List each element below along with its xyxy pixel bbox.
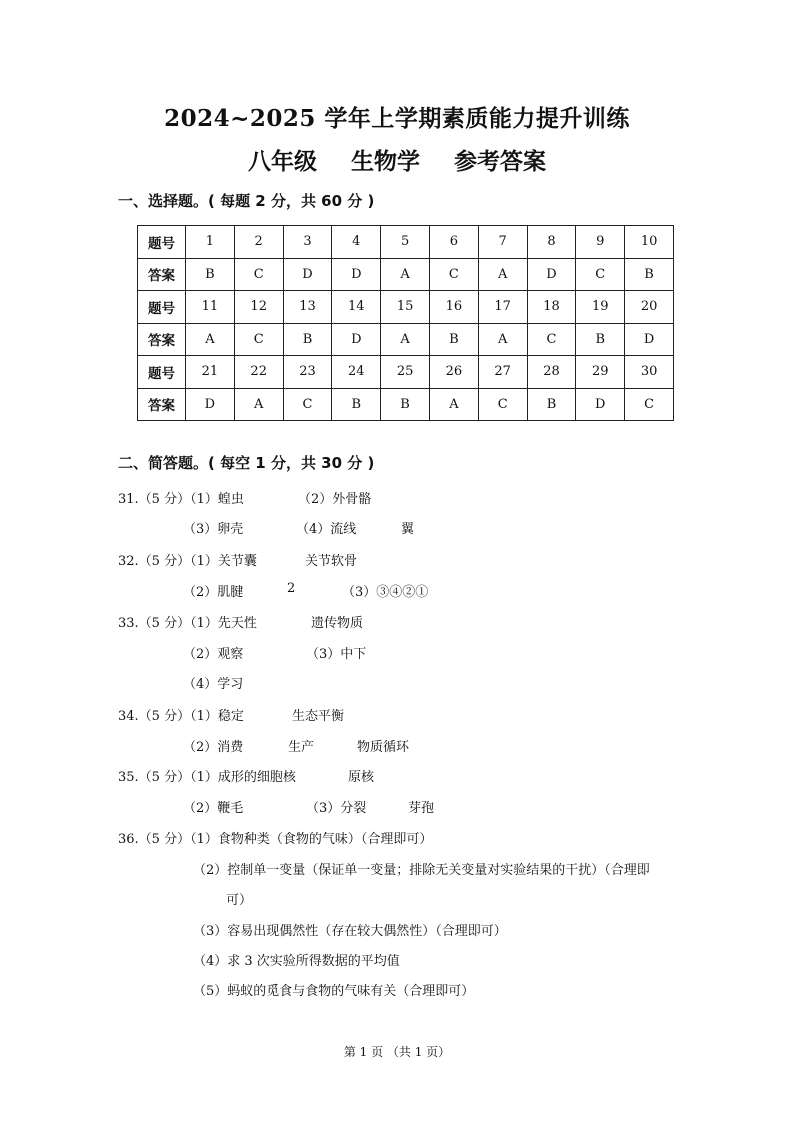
table-row [138,356,674,389]
answer-cell: C [527,323,576,356]
question-number-cell: 1 [186,226,235,259]
question-number-label: 题号 [138,226,186,259]
question-number-cell: 14 [332,291,381,324]
answer-cell: A [234,388,283,421]
q33-answer1: 33.（5 分）（1）先天性 [118,616,257,631]
q33-answer2: 遗传物质 [311,616,364,631]
q32-answer3: （2）肌腱 [183,585,244,600]
question-number-cell: 23 [283,356,332,389]
answer-cell: A [478,323,527,356]
question-number-cell: 2 [234,226,283,259]
answer-cell: D [527,258,576,291]
table-row [138,388,674,421]
table-row [138,291,674,324]
question-number-cell: 16 [429,291,478,324]
question-number-cell: 25 [381,356,430,389]
q32-answer1: 32.（5 分）（1）关节囊 [118,554,257,569]
question-number-cell: 9 [576,226,625,259]
table-row [138,226,674,259]
grade-label: 八年级 [247,148,317,175]
answer-cell: C [234,258,283,291]
q31-answer1: 31.（5 分）（1）蝗虫 [118,492,244,507]
answer-cell: B [381,388,430,421]
q31-answer5: 翼 [401,522,415,537]
answer-cell: C [234,323,283,356]
question-number-cell: 8 [527,226,576,259]
q36-line5: （5）蚂蚁的觅食与食物的气味有关（合理即可） [193,984,475,999]
answer-cell: C [576,258,625,291]
question-number-cell: 21 [186,356,235,389]
answer-table [137,225,674,421]
q33-answer3: （2）观察 [183,647,244,662]
answer-cell: C [625,388,674,421]
question-number-cell: 28 [527,356,576,389]
q35-answer1: 35.（5 分）（1）成形的细胞核 [118,770,296,785]
answer-cell: B [429,323,478,356]
answer-cell: C [478,388,527,421]
question-number-cell: 20 [625,291,674,324]
section1-heading: 一、选择题。( 每题 2 分，共 60 分 ) [118,192,375,210]
answer-cell: A [381,258,430,291]
question-number-cell: 19 [576,291,625,324]
answer-cell: D [625,323,674,356]
question-number-cell: 18 [527,291,576,324]
question-number-cell: 11 [186,291,235,324]
answer-cell: D [332,258,381,291]
question-number-cell: 13 [283,291,332,324]
q34-answer1: 34.（5 分）（1）稳定 [118,709,244,724]
q33-answer4: （3）中下 [306,647,367,662]
question-number-cell: 6 [429,226,478,259]
q31-answer2: （2）外骨骼 [298,492,372,507]
answer-cell: A [478,258,527,291]
q32-answer2: 关节软骨 [305,554,358,569]
q34-answer2: 生态平衡 [292,709,345,724]
answer-cell: D [332,323,381,356]
q31-answer4: （4）流线 [296,522,357,537]
table-row [138,323,674,356]
answer-cell: B [576,323,625,356]
subject-label: 生物学 [351,148,420,175]
answer-cell: C [283,388,332,421]
question-number-cell: 4 [332,226,381,259]
answer-key-label: 参考答案 [454,148,547,175]
question-number-cell: 7 [478,226,527,259]
q36-line4: （4）求 3 次实验所得数据的平均值 [193,954,400,969]
q34-answer3: （2）消费 [183,740,244,755]
question-number-cell: 17 [478,291,527,324]
q34-answer5: 物质循环 [357,740,410,755]
question-number-cell: 30 [625,356,674,389]
answer-label: 答案 [138,388,186,421]
question-number-cell: 10 [625,226,674,259]
question-number-cell: 24 [332,356,381,389]
q34-answer4: 生产 [288,740,315,755]
document-subtitle [0,143,794,176]
question-number-label: 题号 [138,356,186,389]
q35-answer5: 芽孢 [408,801,435,816]
q36-line2-cont: 可） [226,893,253,908]
q33-answer5: （4）学习 [183,677,244,692]
q35-answer2: 原核 [348,770,375,785]
answer-label: 答案 [138,323,186,356]
answer-cell: B [527,388,576,421]
answer-cell: A [429,388,478,421]
q36-line1: 36.（5 分）（1）食物种类（食物的气味）（合理即可） [118,832,433,847]
answer-cell: A [381,323,430,356]
q31-answer3: （3）卵壳 [183,522,244,537]
q32-answer4: 2 [287,581,296,596]
q35-answer3: （2）鞭毛 [183,801,244,816]
question-number-cell: 26 [429,356,478,389]
answer-cell: D [283,258,332,291]
answer-cell: B [283,323,332,356]
q35-answer4: （3）分裂 [306,801,367,816]
question-number-label: 题号 [138,291,186,324]
table-row [138,258,674,291]
q36-line3: （3）容易出现偶然性（存在较大偶然性）（合理即可） [193,924,507,939]
answer-cell: D [186,388,235,421]
section2-heading: 二、简答题。( 每空 1 分，共 30 分 ) [118,454,375,472]
question-number-cell: 15 [381,291,430,324]
answer-cell: C [429,258,478,291]
answer-cell: D [576,388,625,421]
q36-line2: （2）控制单一变量（保证单一变量；排除无关变量对实验结果的干扰）（合理即 [193,863,650,878]
question-number-cell: 29 [576,356,625,389]
answer-cell: B [332,388,381,421]
answer-cell: B [186,258,235,291]
question-number-cell: 27 [478,356,527,389]
question-number-cell: 5 [381,226,430,259]
q32-answer5: （3）③④②① [342,585,429,600]
answer-cell: A [186,323,235,356]
question-number-cell: 22 [234,356,283,389]
answer-cell: B [625,258,674,291]
document-title: 2024~2025 学年上学期素质能力提升训练 [164,105,630,132]
question-number-cell: 3 [283,226,332,259]
question-number-cell: 12 [234,291,283,324]
page-footer: 第 1 页 （共 1 页） [343,1045,451,1059]
answer-label: 答案 [138,258,186,291]
